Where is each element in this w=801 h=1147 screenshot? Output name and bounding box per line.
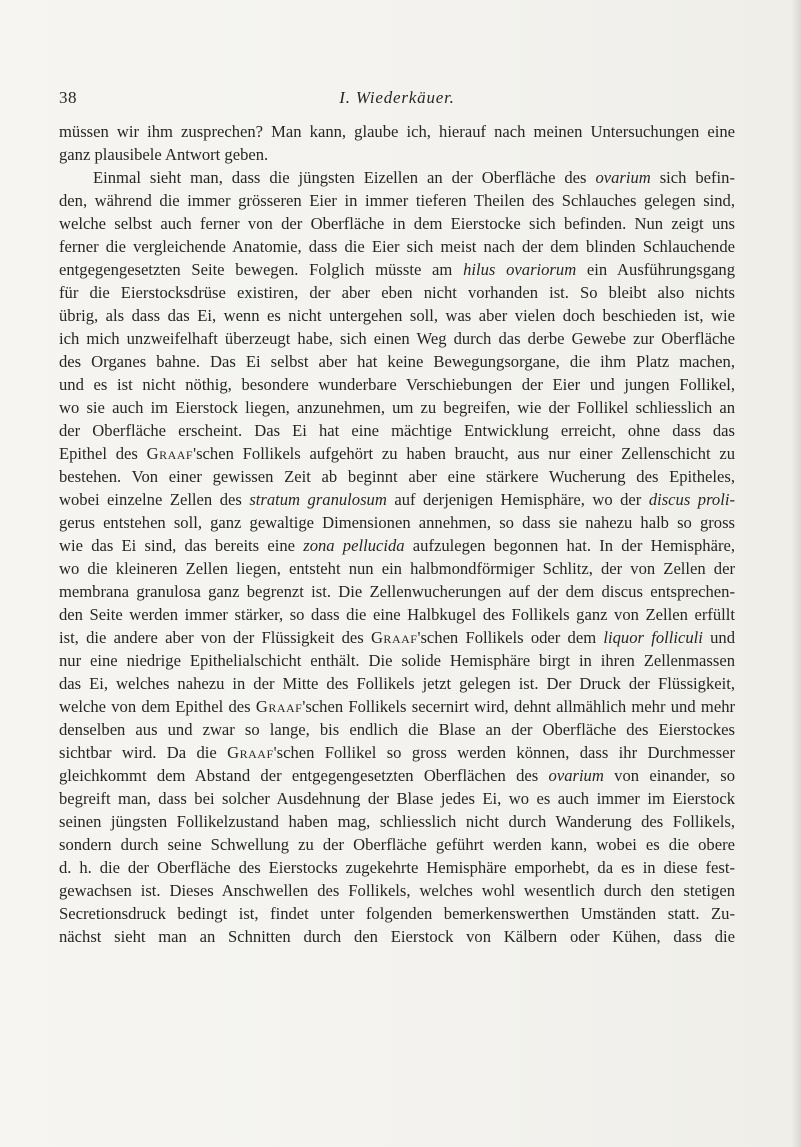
text-line: [59, 718, 735, 741]
text-line: [59, 557, 735, 580]
text-segment: d. h. die der Oberfläche des Eierstocks zugekehrte Hemisphäre emporhebt, da es in diese fest-: [59, 858, 735, 877]
text-segment: entstehen soll, ganz gewaltige Dimensionen annehmen, so dass sie nahezu halb so gross: [94, 513, 735, 532]
text-line: [59, 120, 735, 143]
text-line: [59, 695, 735, 718]
smallcaps-name: Graaf: [255, 697, 303, 716]
text-line: [59, 189, 735, 212]
text-segment: bestehen. Von einer gewissen Zeit ab beginnt aber eine stärkere Wucherung des Epitheles,: [59, 467, 735, 486]
text-line: [59, 649, 735, 672]
text-line: [59, 258, 735, 281]
text-segment: für die Eierstocksdrüse existiren, der aber eben nicht vorhanden ist. So bleibt also nichts: [59, 283, 735, 302]
text-line: [59, 488, 735, 511]
text-segment: gleichkommt dem Abstand der entgegengesetzten Oberflächen des: [59, 766, 549, 785]
text-line: [59, 925, 735, 948]
text-segment: der Oberfläche erscheint. Das Ei hat eine mächtige Entwicklung erreicht, ohne dass das: [59, 421, 735, 440]
text-segment: entgegengesetzten Seite bewegen. Folglich müsste am: [59, 260, 464, 279]
smallcaps-name: Graaf: [370, 628, 418, 647]
text-segment: denselben aus und zwar so lange, bis endlich die Blase an der Oberfläche des Eierstockes: [59, 720, 735, 739]
text-line: [59, 856, 735, 879]
text-segment: und: [702, 628, 735, 647]
text-segment: ganz begrenzt ist. Die Zellenwucherungen auf der dem: [200, 582, 602, 601]
text-line: [59, 235, 735, 258]
text-segment: wie das Ei sind, das bereits eine: [59, 536, 304, 555]
text-line: [59, 534, 735, 557]
text-line: [59, 327, 735, 350]
smallcaps-name: Graaf: [146, 444, 194, 463]
text-segment: Secretionsdruck bedingt ist, findet unter folgenden bemerkenswerthen Umständen statt. Zu-: [59, 904, 735, 923]
text-segment: seinen jüngsten Follikelzustand haben mag, schliesslich nicht durch Wanderung des Follikels,: [59, 812, 735, 831]
italic-term: liquor folliculi: [603, 628, 703, 647]
smallcaps-name: Graaf: [227, 743, 274, 762]
text-segment: entsprechen-: [642, 582, 735, 601]
text-line: [59, 419, 735, 442]
text-segment: ganz plausibele Antwort geben.: [59, 145, 269, 164]
text-line: [59, 810, 735, 833]
text-segment: übrig, als dass das Ei, wenn es nicht untergehen soll, was aber vielen doch beschieden ist, wie: [59, 306, 735, 325]
text-line: [59, 902, 735, 925]
text-line: [59, 350, 735, 373]
text-line: [59, 511, 735, 534]
text-line: [59, 143, 735, 166]
text-line: [59, 764, 735, 787]
text-segment: ein Ausführungsgang: [576, 260, 735, 279]
text-segment: discus: [601, 582, 643, 601]
text-line: [59, 672, 735, 695]
text-line: [59, 396, 735, 419]
text-segment: sichtbar wird. Da die: [59, 743, 228, 762]
text-segment: wo die kleineren Zellen liegen, entsteht nun ein halbmondförmiger Schlitz, der von Zellen der: [59, 559, 735, 578]
text-line: [59, 465, 735, 488]
text-segment: ferner die vergleichende Anatomie, dass die Eier sich meist nach der dem blinden Schlauchende: [59, 237, 735, 256]
text-segment: von einander, so: [603, 766, 735, 785]
text-segment: welche selbst auch ferner von der Oberfläche in dem Eierstocke sich befinden. Nun zeigt uns: [59, 214, 735, 233]
text-segment: und es ist nicht nöthig, besondere wunderbare Verschiebungen der Eier und jungen Follikel,: [59, 375, 735, 394]
text-line: [59, 741, 735, 764]
text-segment: aufzulegen begonnen hat. In der Hemisphäre,: [404, 536, 735, 555]
text-segment: 'schen Follikels oder dem: [417, 628, 604, 647]
text-segment: ich mich unzweifelhaft überzeugt habe, sich einen Weg durch das derbe Gewebe zur Oberfläche: [59, 329, 735, 348]
text-line: [59, 580, 735, 603]
page-edge-shadow: [791, 0, 801, 1147]
text-segment: 'schen Follikels secernirt wird, dehnt allmählich mehr und mehr: [302, 697, 735, 716]
text-segment: den, während die immer grösseren Eier in immer tieferen Theilen des Schlauches gelegen sind,: [59, 191, 735, 210]
text-segment: Epithel des: [59, 444, 147, 463]
text-segment: wobei einzelne Zellen des: [59, 490, 250, 509]
text-line: [59, 603, 735, 626]
text-segment: sondern durch seine Schwellung zu der Oberfläche geführt werden kann, wobei es die obere: [59, 835, 735, 854]
text-segment: das Ei, welches nahezu in der Mitte des Follikels jetzt gelegen ist. Der Druck der Flüssigkeit,: [59, 674, 735, 693]
text-line: [59, 879, 735, 902]
text-segment: müssen wir ihm zusprechen? Man kann, glaube ich, hierauf nach meinen Untersuchungen eine: [59, 122, 735, 141]
italic-term: hilus ovariorum: [463, 260, 577, 279]
text-line: [59, 212, 735, 235]
text-segment: sich befin-: [650, 168, 735, 187]
text-segment: gewachsen ist. Dieses Anschwellen des Follikels, welches wohl wesentlich durch den stetigen: [59, 881, 735, 900]
text-segment: gerus: [59, 513, 95, 532]
text-line: [59, 442, 735, 465]
text-line: [59, 304, 735, 327]
text-line: [59, 626, 735, 649]
text-segment: 'schen Follikel so gross werden können, dass ihr Durchmesser: [273, 743, 735, 762]
italic-term: zona pellucida: [303, 536, 405, 555]
text-segment: ist, die andere aber von der Flüssigkeit des: [59, 628, 371, 647]
body-text: [59, 120, 735, 948]
italic-term: stratum granulosum: [249, 490, 387, 509]
text-segment: welche von dem Epithel des: [59, 697, 256, 716]
text-line: [59, 281, 735, 304]
text-line: [59, 787, 735, 810]
italic-term: ovarium: [595, 168, 651, 187]
italic-term: discus proli-: [648, 490, 735, 509]
text-line: [59, 373, 735, 396]
text-segment: den Seite werden immer stärker, so dass die eine Halbkugel des Follikels ganz von Zellen erfüllt: [59, 605, 735, 624]
text-line: [59, 833, 735, 856]
text-segment: des Organes bahne. Das Ei selbst aber hat keine Bewegungsorgane, die ihm Platz machen,: [59, 352, 735, 371]
page-number: 38: [59, 88, 77, 107]
text-segment: auf derjenigen Hemisphäre, wo der: [386, 490, 649, 509]
text-line: [59, 166, 735, 189]
text-segment: membrana granulosa: [59, 582, 201, 601]
page-header: [59, 88, 735, 108]
text-segment: 'schen Follikels aufgehört zu haben braucht, aus nur einer Zellenschicht zu: [193, 444, 735, 463]
text-segment: begreift man, dass bei solcher Ausdehnung der Blase jedes Ei, wo es auch immer im Eierstock: [59, 789, 735, 808]
running-title: I. Wiederkäuer.: [339, 88, 455, 107]
text-segment: Einmal sieht man, dass die jüngsten Eizellen an der Oberfläche des: [93, 168, 596, 187]
text-segment: nächst sieht man an Schnitten durch den Eierstock von Kälbern oder Kühen, dass die: [59, 927, 735, 946]
text-segment: nur eine niedrige Epithelialschicht enthält. Die solide Hemisphäre birgt in ihren Zellenmassen: [59, 651, 735, 670]
text-segment: wo sie auch im Eierstock liegen, anzunehmen, um zu begreifen, wie der Follikel schliesslich an: [59, 398, 735, 417]
italic-term: ovarium: [548, 766, 604, 785]
